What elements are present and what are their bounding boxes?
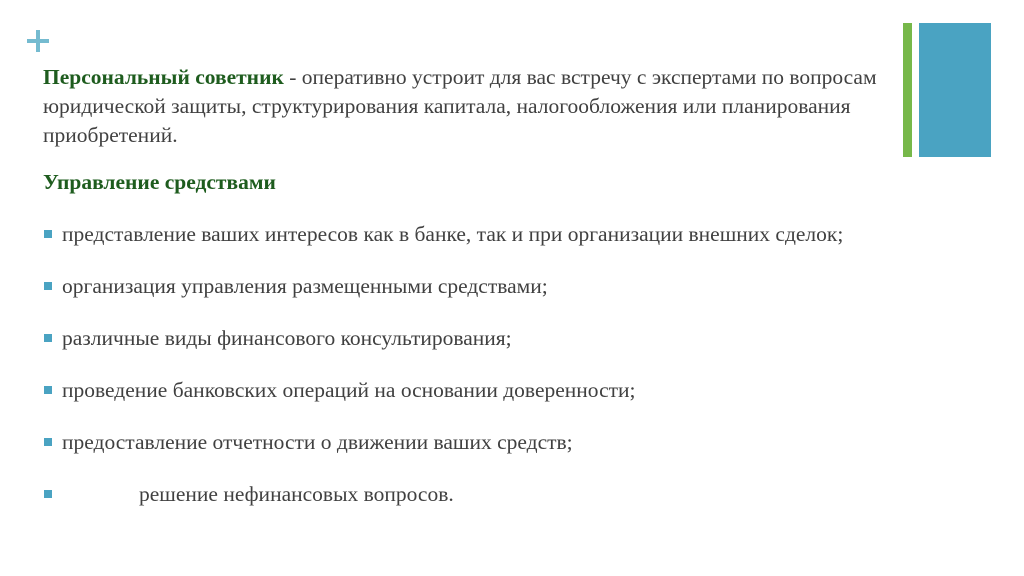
list-item	[43, 272, 942, 301]
square-bullet-icon	[44, 438, 52, 446]
square-bullet-icon	[44, 490, 52, 498]
list-item	[43, 376, 942, 405]
intro-bold-label: Персональный советник	[43, 65, 284, 89]
list-item-text: организация управления размещенными средствами;	[62, 274, 548, 298]
list-item-text: различные виды финансового консультирования;	[62, 326, 512, 350]
square-bullet-icon	[44, 230, 52, 238]
intro-paragraph	[43, 63, 973, 150]
square-bullet-icon	[44, 334, 52, 342]
bullet-list	[43, 220, 973, 509]
list-item-text: предоставление отчетности о движении ваших средств;	[62, 430, 573, 454]
list-item-text: решение нефинансовых вопросов.	[139, 482, 454, 506]
plus-icon	[27, 30, 49, 52]
list-item	[43, 480, 942, 509]
list-item	[43, 324, 942, 353]
list-item-text: проведение банковских операций на основании доверенности;	[62, 378, 636, 402]
list-item-text: представление ваших интересов как в банке, так и при организации внешних сделок;	[62, 222, 844, 246]
list-item	[43, 220, 942, 249]
intro-text: - оперативно устроит для вас встречу с экспертами по вопросам юридической защиты, структурирования капитала, налогообложения или планирования приобретений.	[43, 65, 877, 147]
slide-content	[43, 63, 973, 532]
list-item	[43, 428, 942, 457]
square-bullet-icon	[44, 386, 52, 394]
square-bullet-icon	[44, 282, 52, 290]
section-heading: Управление средствами	[43, 170, 276, 194]
